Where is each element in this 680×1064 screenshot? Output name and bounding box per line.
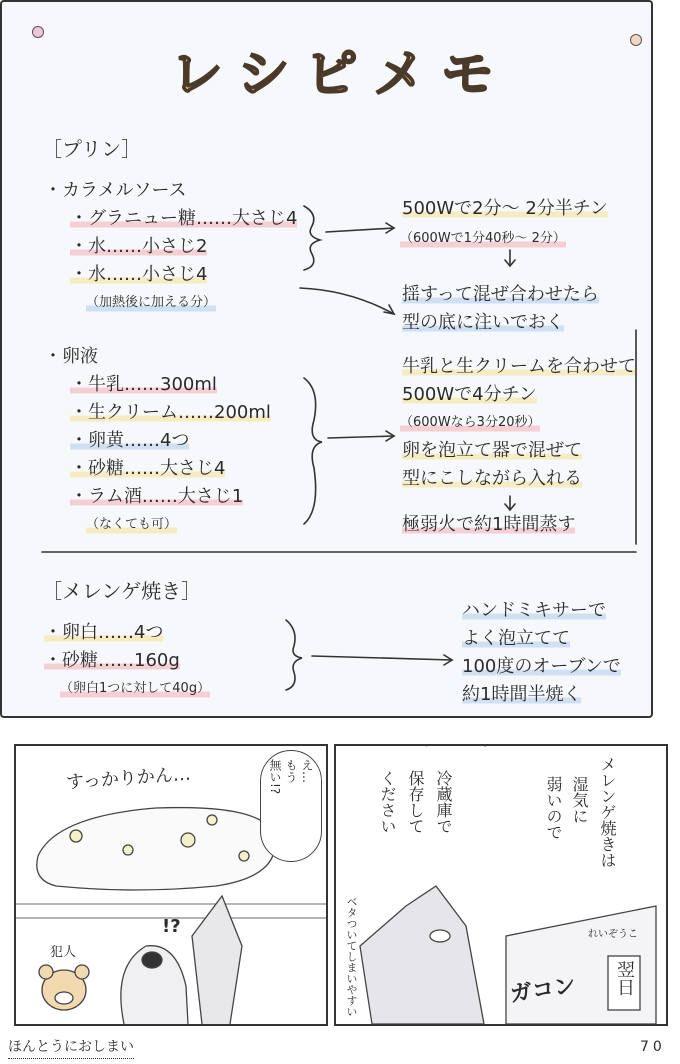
- meringue-step: よく泡立てて: [462, 628, 570, 649]
- meringue-step: 100度のオーブンで: [462, 656, 621, 677]
- caramel-note: （加熱後に加える分）: [86, 292, 216, 314]
- step-text: 卵を泡立て器で混ぜて: [402, 440, 582, 461]
- comic-panel-right: [334, 744, 668, 1026]
- culprit-label: 犯人: [50, 945, 77, 960]
- speech-bubble: [260, 750, 322, 862]
- arrow-icon: [328, 436, 394, 438]
- bubble-line: 無い!?: [268, 759, 282, 795]
- brace-icon: [304, 378, 322, 524]
- step-text: 型にこしながら入れる: [402, 468, 582, 489]
- bubble-line: え…: [300, 759, 314, 783]
- brace-icon: [286, 620, 302, 690]
- step-text: 極弱火で約1時間蒸す: [402, 514, 576, 535]
- arrow-icon: [312, 656, 452, 660]
- caramel-item: ・水……小さじ4: [70, 264, 208, 285]
- footer-text: ほんとうにおしまい: [8, 1036, 134, 1059]
- step-text: 揺すって混ぜ合わせたら: [402, 284, 599, 305]
- egg-note: （なくても可）: [86, 514, 177, 536]
- arrow-icon: [326, 228, 394, 232]
- step-text: 500Wで4分チン: [402, 384, 537, 405]
- meringue-heading: ［メレンゲ焼き］: [42, 579, 202, 603]
- bubble-line: ください: [378, 770, 397, 834]
- page-number: 70: [640, 1039, 666, 1055]
- meringue-note: （卵白1つに対して40g）: [60, 678, 210, 700]
- step-note: （600Wなら3分20秒）: [400, 412, 540, 434]
- meringue-step: ハンドミキサーで: [462, 600, 606, 621]
- caramel-item: ・グラニュー糖……大さじ4: [70, 208, 298, 229]
- bubble-line: もう: [284, 759, 298, 783]
- bubble-line: 湿気に: [570, 776, 589, 824]
- egg-item: ・ラム酒……大さじ1: [70, 486, 244, 507]
- step-text: 型の底に注いでおく: [402, 312, 564, 333]
- egg-label: ・卵液: [44, 346, 98, 367]
- meringue-item: ・砂糖……160g: [44, 650, 180, 671]
- next-day-label: 翌日: [614, 960, 635, 996]
- egg-item: ・生クリーム……200ml: [70, 402, 271, 423]
- arrow-icon: [300, 288, 394, 314]
- page-title: レシピメモ: [170, 45, 510, 105]
- meringue-step: 約1時間半焼く: [462, 684, 582, 705]
- comic-panel-left: [14, 744, 328, 1026]
- brace-icon: [304, 206, 320, 270]
- fridge-label: れいぞうこ: [588, 929, 638, 940]
- step-note: （600Wで1分40秒～ 2分）: [400, 228, 566, 250]
- egg-item: ・牛乳……300ml: [70, 374, 217, 395]
- sfx-text: ガコン: [508, 973, 578, 1008]
- bubble-line: 冷蔵庫で: [434, 770, 453, 834]
- side-note: ベタついてしまいやすい: [345, 896, 358, 1017]
- pudding-heading: ［プリン］: [42, 137, 142, 161]
- caramel-item: ・水……小さじ2: [70, 236, 208, 257]
- egg-item: ・砂糖……大さじ4: [70, 458, 226, 479]
- meringue-item: ・卵白……4つ: [44, 622, 164, 643]
- step-text: 500Wで2分～ 2分半チン: [402, 198, 608, 219]
- caramel-label: ・カラメルソース: [44, 180, 187, 201]
- egg-item: ・卵黄……4つ: [70, 430, 190, 451]
- exclaim-mark: !?: [162, 916, 181, 937]
- sfx-text: すっかりかん…: [65, 763, 192, 794]
- bubble-line: 弱いので: [544, 776, 563, 840]
- bubble-line: メレンゲ焼きは: [598, 756, 617, 868]
- step-text: 牛乳と生クリームを合わせて: [402, 356, 636, 377]
- bubble-line: 保存して: [406, 770, 425, 834]
